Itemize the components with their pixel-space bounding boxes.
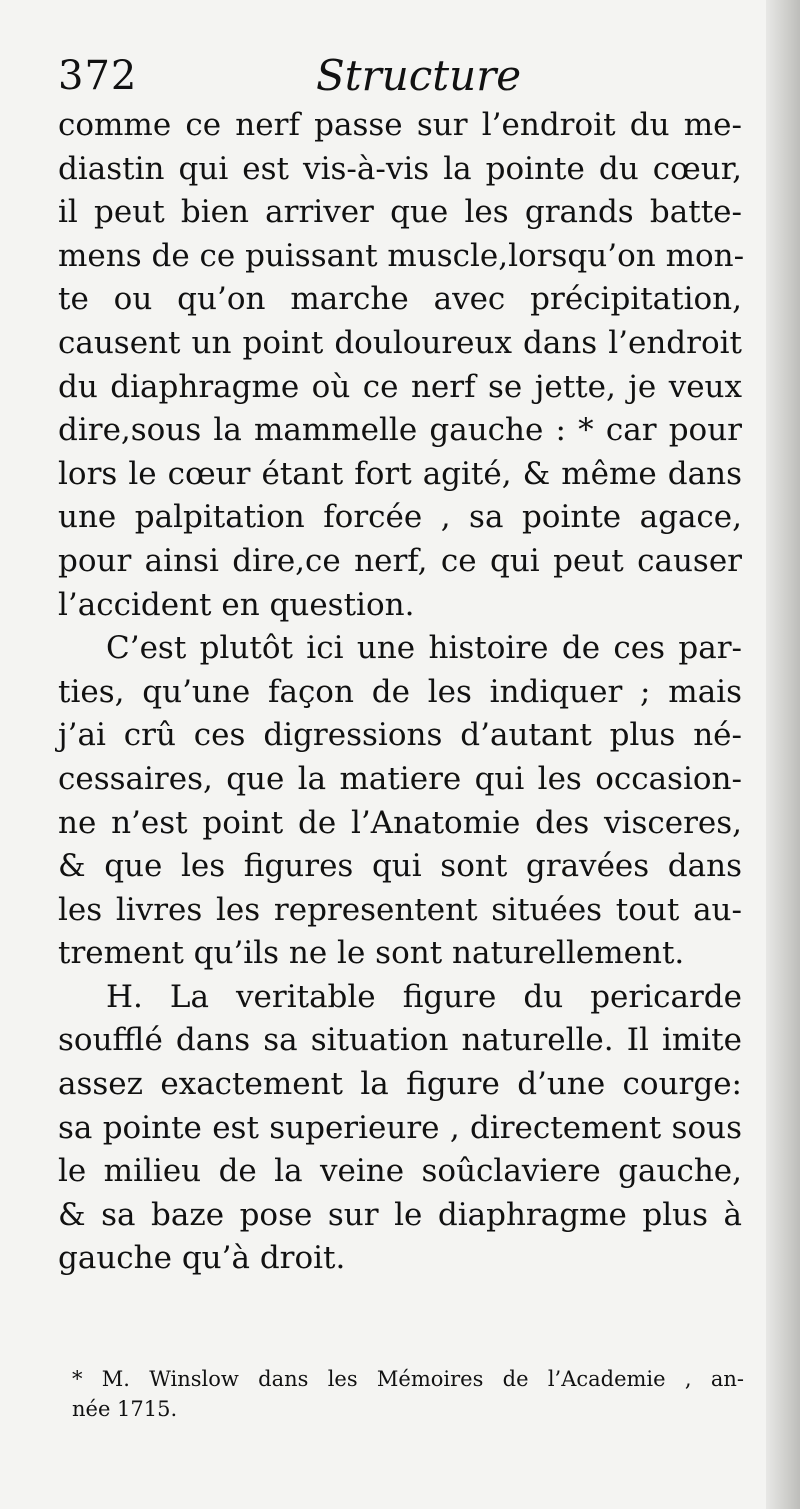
text-line: les livres les representent situées tout au-: [58, 891, 742, 928]
text-line: dire,sous la mammelle gauche : * car pour: [58, 412, 742, 449]
footnote: [72, 1364, 744, 1424]
text-line: pour ainsi dire,ce nerf, ce qui peut causer: [58, 542, 742, 579]
text-line: mens de ce puissant muscle,lorsqu’on mon-: [58, 237, 745, 274]
text-line: & que les figures qui sont gravées dans: [58, 848, 742, 885]
text-line: ne n’est point de l’Anatomie des visceres,: [58, 804, 742, 841]
text-line: C’est plutôt ici une histoire de ces par-: [106, 630, 742, 667]
text-line: cessaires, que la matiere qui les occasion-: [58, 760, 742, 797]
text-line: une palpitation forcée , sa pointe agace,: [58, 499, 742, 536]
text-line: lors le cœur étant fort agité, & même dans: [58, 455, 742, 492]
text-line: causent un point douloureux dans l’endroit: [58, 324, 742, 361]
text-line: comme ce nerf passe sur l’endroit du me-: [58, 107, 742, 143]
text-line: te ou qu’on marche avec précipitation,: [58, 281, 742, 318]
text-line: le milieu de la veine soûclaviere gauche,: [58, 1153, 742, 1190]
footnote-line: née 1715.: [72, 1397, 178, 1421]
text-line: il peut bien arriver que les grands batte-: [58, 194, 742, 231]
text-line: gauche qu’à droit.: [58, 1240, 346, 1277]
page-header: [58, 48, 748, 108]
text-line: du diaphragme où ce nerf se jette, je veux: [58, 368, 742, 405]
page-gutter-shadow: [766, 0, 800, 1509]
running-head: Structure: [316, 51, 522, 100]
text-line: trement qu’ils ne le sont naturellement.: [58, 935, 685, 972]
page-number: 372: [58, 53, 138, 99]
text-line: soufflé dans sa situation naturelle. Il imite: [58, 1022, 742, 1059]
text-line: ties, qu’une façon de les indiquer ; mais: [58, 673, 742, 710]
footnote-line: * M. Winslow dans les Mémoires de l’Academie , an-: [72, 1367, 744, 1391]
text-line: l’accident en question.: [58, 586, 415, 623]
text-line: diastin qui est vis-à-vis la pointe du cœur,: [58, 150, 742, 187]
text-line: & sa baze pose sur le diaphragme plus à: [58, 1196, 742, 1233]
text-line: H. La veritable figure du pericarde: [106, 978, 742, 1015]
text-line: assez exactement la figure d’une courge:: [58, 1066, 742, 1103]
text-line: sa pointe est superieure , directement sous: [58, 1109, 742, 1146]
body-text: [58, 104, 745, 1281]
text-line: j’ai crû ces digressions d’autant plus né-: [58, 717, 742, 754]
